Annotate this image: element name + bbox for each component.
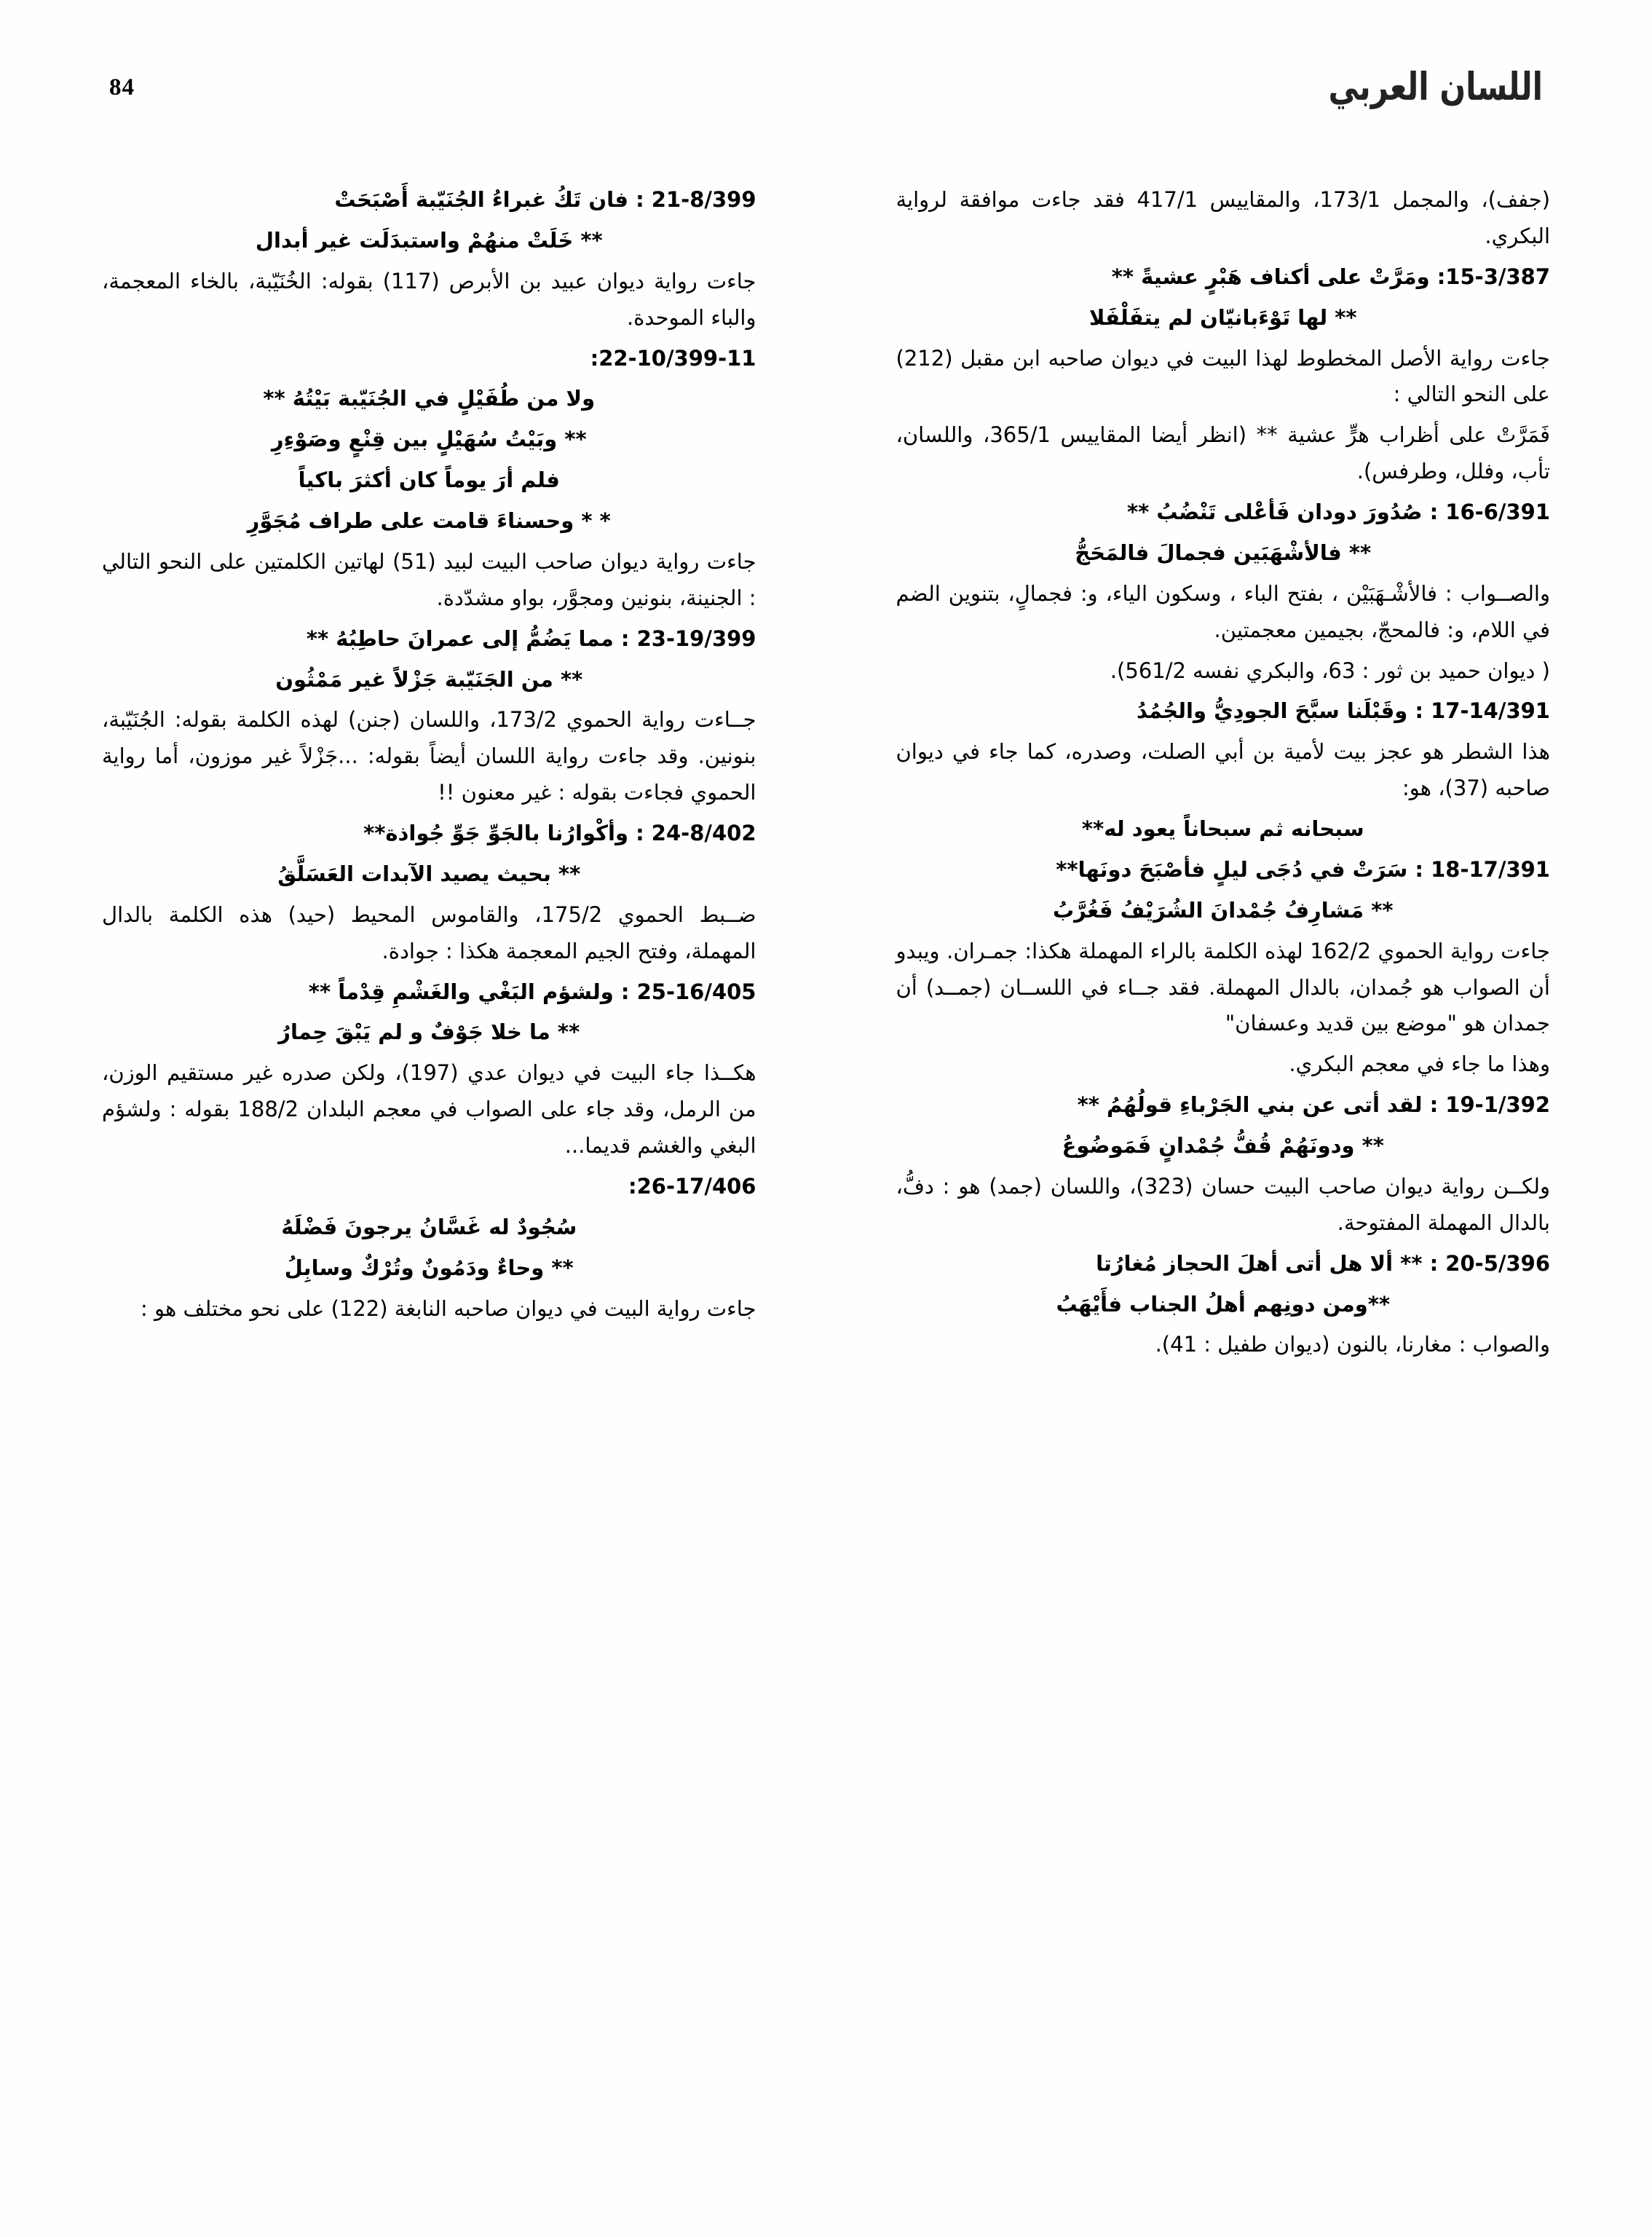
paragraph: ولكــن رواية ديوان صاحب البيت حسان (323)، واللسان (جمد) هو : دفُّ، بالدال المهملة المفتوحة.	[896, 1173, 1550, 1235]
paragraph: والصــواب : فالأشْـهَبَيْن ، بفتح الباء ، وسكون الياء، و: فجمالٍ، بتنوين الضم في اللام، و: فالمحجّ، بجيمين معجمتين.	[896, 580, 1550, 642]
verse-line: سُجُودٌ له غَسَّانُ يرجونَ فَضْلَهُ	[281, 1214, 577, 1239]
verse-line: ** خَلَتْ منهُمْ واستبدَلَت غير أبدال	[255, 227, 603, 253]
column-right	[896, 182, 1551, 2193]
two-column-body	[102, 182, 1550, 2193]
verse-line: ** مَشارِفُ جُمْدانَ الشُرَيْفُ فَغُرَّبُ	[1052, 897, 1394, 923]
paragraph: وهذا ما جاء في معجم البكري.	[1289, 1052, 1550, 1077]
paragraph: جاءت رواية الحموي 162/2 لهذه الكلمة بالراء المهملة هكذا: جمـران. ويبدو أن الصواب هو جُمدان، بالدال المهملة. فقد جــاء في اللســان (جمــد) أن جمدان هو "موضع بين قديد وعسفان"	[896, 938, 1550, 1036]
paragraph: ( ديوان حميد بن ثور : 63، والبكري نفسه 561/2).	[1110, 658, 1550, 683]
paragraph: هذا الشطر هو عجز بيت لأمية بن أبي الصلت، وصدره، كما جاء في ديوان صاحبه (37)، هو:	[896, 739, 1550, 801]
verse-line: ** فالأشْهَبَين فجمالَ فالمَحَجُّ	[1075, 540, 1372, 565]
book-title: اللسان العربي	[1328, 64, 1543, 109]
entry-heading: 25-16/405 : ولشؤم البَغْي والغَشْمِ قِدْماً **	[308, 979, 756, 1004]
entry-heading: 17-14/391 : وقَبْلَنا سبَّحَ الجودِيُّ والجُمُدُ	[1137, 698, 1550, 724]
paragraph: والصواب : مغارنا، بالنون (ديوان طفيل : 41).	[1155, 1332, 1550, 1357]
paragraph: فَمَرَّتْ على أظراب هرٍّ عشية ** (انظر أيضا المقاييس 365/1، واللسان، تأب، وفلل، وطرفس).	[896, 422, 1550, 484]
page-number: 84	[109, 74, 135, 100]
verse-line: ** ودونَهُمْ قُفُّ جُمْدانٍ فَمَوضُوعُ	[1062, 1133, 1384, 1158]
entry-heading: 22-10/399-11:	[590, 345, 756, 371]
paragraph: ضــبط الحموي 175/2، والقاموس المحيط (حيد) هذه الكلمة بالدال المهملة، وفتح الجيم المعجمة هكذا : جوادة.	[102, 901, 756, 963]
entry-heading: 23-19/399 : مما يَضُمُّ إلى عمرانَ حاطِبُهُ **	[306, 626, 756, 651]
verse-line: سبحانه ثم سبحاناً يعود له**	[1081, 816, 1364, 841]
page-header	[109, 64, 1543, 115]
verse-line: ** لها تَوْءَبانيّان لم يتفَلْفَلا	[1088, 304, 1357, 330]
paragraph: جاءت رواية ديوان عبيد بن الأبرص (117) بقوله: الخُنَيّبة، بالخاء المعجمة، والباء الموحدة.	[102, 268, 756, 330]
entry-heading: 26-17/406:	[628, 1173, 756, 1199]
verse-line: ** ما خلا جَوْفٌ و لم يَبْقَ حِمارُ	[278, 1019, 580, 1045]
paragraph: هكــذا جاء البيت في ديوان عدي (197)، ولكن صدره غير مستقيم الوزن، من الرمل، وقد جاء على الصواب في معجم البلدان 188/2 بقوله : ولشؤم البغي والغشم قديما...	[102, 1060, 756, 1158]
column-left	[102, 182, 756, 2193]
verse-line: ولا من طُفَيْلٍ في الجُنَيّبة بَيْتُهُ **	[263, 386, 596, 411]
paragraph: جاءت رواية ديوان صاحب البيت لبيد (51) لهاتين الكلمتين على النحو التالي : الجنينة، بنونين ومجوَّر، بواو مشدّدة.	[102, 548, 756, 610]
entry-heading: 24-8/402 : وأكْوارُنا بالجَوِّ جَوِّ جُواذة**	[363, 821, 756, 845]
verse-line: ** وحاءٌ ودَمُونٌ وتُرْكٌ وسابِلُ	[284, 1255, 574, 1280]
verse-line: فلم أرَ يوماً كان أكثرَ باكياً	[298, 467, 560, 493]
entry-heading: 15-3/387: ومَرَّتْ على أكناف هَبْرٍ عشيةً **	[1111, 264, 1550, 289]
verse-line: ** وبَيْتُ سُهَيْلٍ بين قِنْعٍ وصَوْءِرِ	[271, 427, 587, 452]
entry-heading: 18-17/391 : سَرَتْ في دُجَى ليلٍ فأصْبَحَ دونَها**	[1056, 856, 1550, 882]
paragraph: جــاءت رواية الحموي 173/2، واللسان (جنن) لهذه الكلمة بقوله: الجُنَيّبة، بنونين. وقد جاءت رواية اللسان أيضاً بقوله: ...جَزْلاً غير موزون، أما رواية الحموي فجاءت بقوله : غير معنون !!	[102, 707, 756, 805]
paragraph: جاءت رواية البيت في ديوان صاحبه النابغة (122) على نحو مختلف هو :	[140, 1295, 756, 1321]
verse-line: * * وحسناءَ قامت على طراف مُجَوَّرِ	[247, 508, 611, 533]
entry-heading: 21-8/399 : فان تَكُ غبراءُ الجُنَيّبة أَصْبَحَتْ	[334, 187, 756, 212]
entry-heading: 16-6/391 : صُدُورَ دودان فَأعْلى تَنْضُبُ **	[1126, 500, 1550, 524]
verse-line: **ومن دونِهم أهلُ الجناب فأَيْهَبُ	[1056, 1291, 1391, 1317]
verse-line: ** بحيث يصيد الآبدات العَسَلَّقُ	[277, 861, 581, 886]
paragraph: (جفف)، والمجمل 173/1، والمقاييس 417/1 فقد جاءت موافقة لرواية البكري.	[896, 187, 1551, 248]
entry-heading: 19-1/392 : لقد أتى عن بني الجَرْباءِ قولُهُمُ **	[1077, 1092, 1550, 1118]
entry-heading: 20-5/396 : ** ألا هل أتى أهلَ الحجاز مُغارُتا	[1096, 1250, 1550, 1276]
paragraph: جاءت رواية الأصل المخطوط لهذا البيت في ديوان صاحبه ابن مقبل (212) على النحو التالي :	[896, 345, 1550, 407]
verse-line: ** من الجَنَيّبة جَزْلاً غير مَمْثُون	[275, 666, 583, 692]
